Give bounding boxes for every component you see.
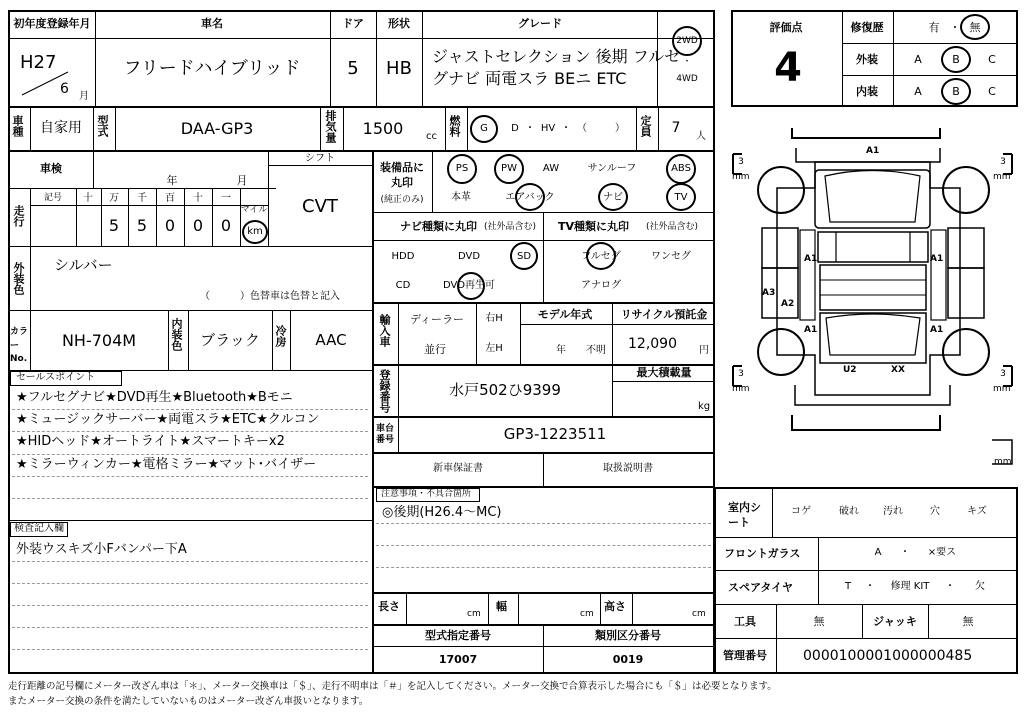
width-label: 幅 <box>496 600 507 613</box>
equip-leather: 本革 <box>451 192 471 203</box>
spare-kit: 修理 KIT <box>890 581 930 592</box>
navi-label: ナビ種類に丸印 <box>400 220 477 233</box>
windshield-dot: ・ <box>900 547 910 558</box>
tire-mm-rear-left: mm <box>732 384 750 394</box>
navi-sd: SD <box>516 251 532 262</box>
car-name-label: 車名 <box>201 17 223 30</box>
interior-color-label: 内装色 <box>170 318 183 351</box>
sheet-stain: 汚れ <box>883 506 903 517</box>
digit-header-man: 万 <box>109 193 119 204</box>
max-load-unit: kg <box>698 401 711 412</box>
import-dealer: ディーラー <box>409 313 465 326</box>
damage-mark-5: A2 <box>781 299 795 309</box>
ac-value: AAC <box>315 331 347 349</box>
plate-value: 水戸502ひ9399 <box>449 381 561 399</box>
mile-label: マイル <box>240 205 268 215</box>
length-label: 長さ <box>378 600 400 613</box>
reg-month: 6 <box>60 81 69 97</box>
interior-grade-a: A <box>914 85 922 98</box>
damage-mark-1: A1 <box>866 146 880 156</box>
interior-grade-c: C <box>988 85 996 98</box>
grade-line-1: ジャストセレクション 後期 フルセ <box>432 47 681 66</box>
mileage-digit-5: 0 <box>220 216 232 235</box>
sales-line-3: ★HIDヘッド★オートライト★スマートキーx2 <box>16 434 285 449</box>
exterior-label: 外装 <box>856 53 878 66</box>
fuel-paren-open: （ <box>577 123 587 134</box>
interior-color: ブラック <box>200 331 260 349</box>
car-name: フリードハイブリッド <box>123 58 301 79</box>
inspector-label: 検査記入欄 <box>14 523 64 534</box>
tire-depth-front-right: 3 <box>1000 157 1006 167</box>
disp-label: 排気量 <box>324 110 337 143</box>
digit-header-juu: 十 <box>193 193 203 204</box>
mileage-digit-3: 0 <box>164 216 176 235</box>
reg-date-label: 初年度登録年月 <box>13 17 91 30</box>
inspector-value: 外装ウスキズ小Fバンパー下A <box>16 542 187 557</box>
tv-analog: アナログ <box>581 280 621 291</box>
sales-line-2: ★ミュージックサーバー★両電スラ★ETC★クルコン <box>16 412 320 427</box>
color-code-label: カラーNo. <box>10 327 29 364</box>
drive-dot: ・ <box>682 57 692 67</box>
equip-pw: PW <box>501 163 517 174</box>
spare-dot-1: ・ <box>865 581 875 592</box>
reg-month-unit: 月 <box>79 91 89 102</box>
color-value: シルバー <box>54 256 113 274</box>
max-load-label: 最大積載量 <box>636 366 692 379</box>
usage-value: 自家用 <box>40 120 82 136</box>
digit-header-code: 記号 <box>43 193 63 203</box>
classification-value: 0019 <box>612 653 644 666</box>
equip-label: 装備品に丸印 <box>380 161 424 190</box>
capacity-unit: 人 <box>696 131 706 142</box>
designation-label: 型式指定番号 <box>425 629 491 642</box>
capacity-value: 7 <box>671 120 681 136</box>
spare-dot-2: ・ <box>945 581 955 592</box>
digit-header-sen: 千 <box>137 193 147 204</box>
inspection-month-label: 月 <box>236 174 248 187</box>
model-value: DAA-GP3 <box>180 119 254 138</box>
height-label: 高さ <box>604 600 626 613</box>
model-label: 型式 <box>96 115 109 137</box>
inspection-year-label: 年 <box>166 174 178 187</box>
import-parallel: 並行 <box>424 343 446 356</box>
sales-line-4: ★ミラーウィンカー★電格ミラー★マット･バイザー <box>16 457 317 472</box>
disp-value: 1500 <box>362 119 404 138</box>
repair-dot: ・ <box>949 21 961 34</box>
grade-line-2: グナビ 両電スラ BEニ ETC <box>432 69 627 88</box>
length-unit: cm <box>467 609 481 619</box>
repair-yes: 有 <box>928 21 940 34</box>
footer-line-1: 走行距離の記号欄にメーター改ざん車は「＊」、メーター交換車は「＄」、走行不明車は「＃」を記入してください。メーター交換で合算表示した場合にも「＄」は必要となります。 <box>8 681 777 692</box>
damage-mark-4: A3 <box>762 288 776 298</box>
notes-value: ◎後期(H26.4～MC) <box>382 505 502 520</box>
body-shape: HB <box>386 58 412 79</box>
tire-mm-rear-right: mm <box>993 384 1011 394</box>
equip-tv: TV <box>674 192 688 203</box>
equip-abs: ABS <box>671 163 691 174</box>
digit-header-hyaku: 百 <box>165 193 175 204</box>
jack-label: ジャッキ <box>873 615 917 628</box>
fuel-label: 燃料 <box>448 115 461 137</box>
shift-label: シフト <box>305 153 335 164</box>
classification-label: 類別区分番号 <box>595 629 661 642</box>
warranty-new-car: 新車保証書 <box>433 463 483 474</box>
navi-cd: CD <box>395 280 411 291</box>
tire-depth-rear-right: 3 <box>1000 369 1006 379</box>
warranty-manual: 取扱説明書 <box>603 463 653 474</box>
tire-mm-front-right: mm <box>993 172 1011 182</box>
import-left: 左H <box>485 343 503 354</box>
damage-mark-8: U2 <box>843 365 857 375</box>
width-unit: cm <box>580 609 594 619</box>
tire-depth-rear-left: 3 <box>738 369 744 379</box>
damage-mark-7: A1 <box>930 325 944 335</box>
sheet-scratch: キズ <box>967 506 987 517</box>
repair-no: 無 <box>969 21 981 34</box>
shape-label: 形状 <box>388 17 410 30</box>
equip-airbag: エアバック <box>505 192 555 203</box>
exterior-grade-a: A <box>914 53 922 66</box>
height-unit: cm <box>692 609 706 619</box>
interior-sheet-label: 室内シート <box>728 501 761 530</box>
sales-label: セールスポイント <box>16 372 96 383</box>
navi-dvd-play: DVD再生可 <box>442 280 496 291</box>
footer-line-2: またメーター交換の条件を満たしていないものはメーター改ざん車扱いとなります。 <box>8 696 369 707</box>
tire-mm-spare: mm <box>994 457 1012 467</box>
drive-4wd: 4WD <box>676 74 698 84</box>
management-value: 0000100001000000485 <box>803 648 973 664</box>
management-label: 管理番号 <box>723 649 767 662</box>
damage-mark-3: A1 <box>930 254 944 264</box>
tv-sub: (社外品含む) <box>646 222 699 232</box>
tv-fullseg: フルセグ <box>581 251 621 262</box>
spare-label: スペアタイヤ <box>728 581 794 594</box>
model-year-label: モデル年式 <box>537 308 593 321</box>
door-count: 5 <box>347 58 359 79</box>
score-label: 評価点 <box>769 21 803 34</box>
km-label: km <box>247 226 263 237</box>
fuel-hv: HV <box>540 123 556 134</box>
ac-label: 冷房 <box>274 325 287 347</box>
windshield-label: フロントガラス <box>724 547 801 560</box>
notes-label: 注意事項・不具合箇所 <box>381 489 472 499</box>
usage-label: 車種 <box>11 115 24 137</box>
fuel-dot-2: ・ <box>561 123 571 134</box>
chassis-value: GP3-1223511 <box>503 425 607 443</box>
recycle-value: 12,090 <box>628 336 677 352</box>
damage-mark-2: A1 <box>804 254 818 264</box>
color-label: 外装色 <box>12 262 25 295</box>
tire-depth-front-left: 3 <box>738 157 744 167</box>
score-value: 4 <box>774 45 802 91</box>
inspection-label: 車検 <box>40 162 62 175</box>
color-change-note: （ ）色替車は色替と記入 <box>200 291 340 302</box>
recycle-label: リサイクル預託金 <box>620 308 708 321</box>
interior-grade-b: B <box>952 85 960 98</box>
mileage-digit-1: 5 <box>108 216 120 235</box>
sheet-burn: コゲ <box>791 506 811 517</box>
plate-label: 登録番号 <box>378 369 391 413</box>
chassis-label: 車台番号 <box>376 424 395 445</box>
fuel-paren-close: ） <box>615 123 625 134</box>
interior-label: 内装 <box>856 85 878 98</box>
navi-hdd: HDD <box>391 251 415 262</box>
sheet-tear: 破れ <box>839 506 859 517</box>
jack-value: 無 <box>962 615 974 628</box>
equip-ps: PS <box>455 163 469 174</box>
shift-value: CVT <box>302 196 338 217</box>
sheet-hole: 穴 <box>930 506 940 517</box>
color-code: NH-704M <box>61 331 137 350</box>
mileage-digit-2: 5 <box>136 216 148 235</box>
reg-year: H27 <box>20 52 57 73</box>
equip-aw: AW <box>542 163 560 174</box>
mileage-digit-4: 0 <box>192 216 204 235</box>
equip-sunroof: サンルーフ <box>587 163 637 174</box>
tv-label: TV種類に丸印 <box>558 220 630 233</box>
door-label: ドア <box>342 17 364 30</box>
navi-dvd: DVD <box>457 251 481 262</box>
spare-missing: 欠 <box>975 581 985 592</box>
mileage-label: 走行 <box>12 205 25 227</box>
damage-mark-6: A1 <box>804 325 818 335</box>
disp-unit: cc <box>426 131 437 142</box>
damage-mark-9: XX <box>891 365 905 375</box>
equip-navi: ナビ <box>603 192 623 203</box>
digit-header-10man: 十 <box>83 193 93 204</box>
spare-t: T <box>844 581 852 592</box>
fuel-dot-1: ・ <box>525 123 535 134</box>
recycle-unit: 円 <box>699 345 709 356</box>
windshield-need: ×要ス <box>927 547 957 558</box>
tv-oneseg: ワンセグ <box>651 251 691 262</box>
fuel-g: G <box>480 123 488 134</box>
designation-value: 17007 <box>438 653 478 666</box>
grade-label: グレード <box>518 17 562 30</box>
digit-header-ichi: 一 <box>221 193 231 204</box>
exterior-grade-c: C <box>988 53 996 66</box>
model-year-unit: 年 <box>556 345 566 356</box>
import-label: 輸入車 <box>378 314 391 347</box>
tools-value: 無 <box>813 615 825 628</box>
tools-label: 工具 <box>734 615 756 628</box>
tire-mm-front-left: mm <box>732 172 750 182</box>
equip-sub: (純正のみ) <box>380 195 424 205</box>
sales-line-1: ★フルセグナビ★DVD再生★Bluetooth★Bモニ <box>16 390 293 405</box>
capacity-label: 定員 <box>639 115 652 137</box>
navi-sub: (社外品含む) <box>484 222 537 232</box>
drive-2wd: 2WD <box>676 36 698 46</box>
exterior-grade-b: B <box>952 53 960 66</box>
fuel-d: D <box>511 123 519 134</box>
windshield-a: A <box>874 547 882 558</box>
model-year-value: 不明 <box>586 345 606 356</box>
repair-label: 修復歴 <box>850 21 884 34</box>
import-right: 右H <box>485 313 503 324</box>
